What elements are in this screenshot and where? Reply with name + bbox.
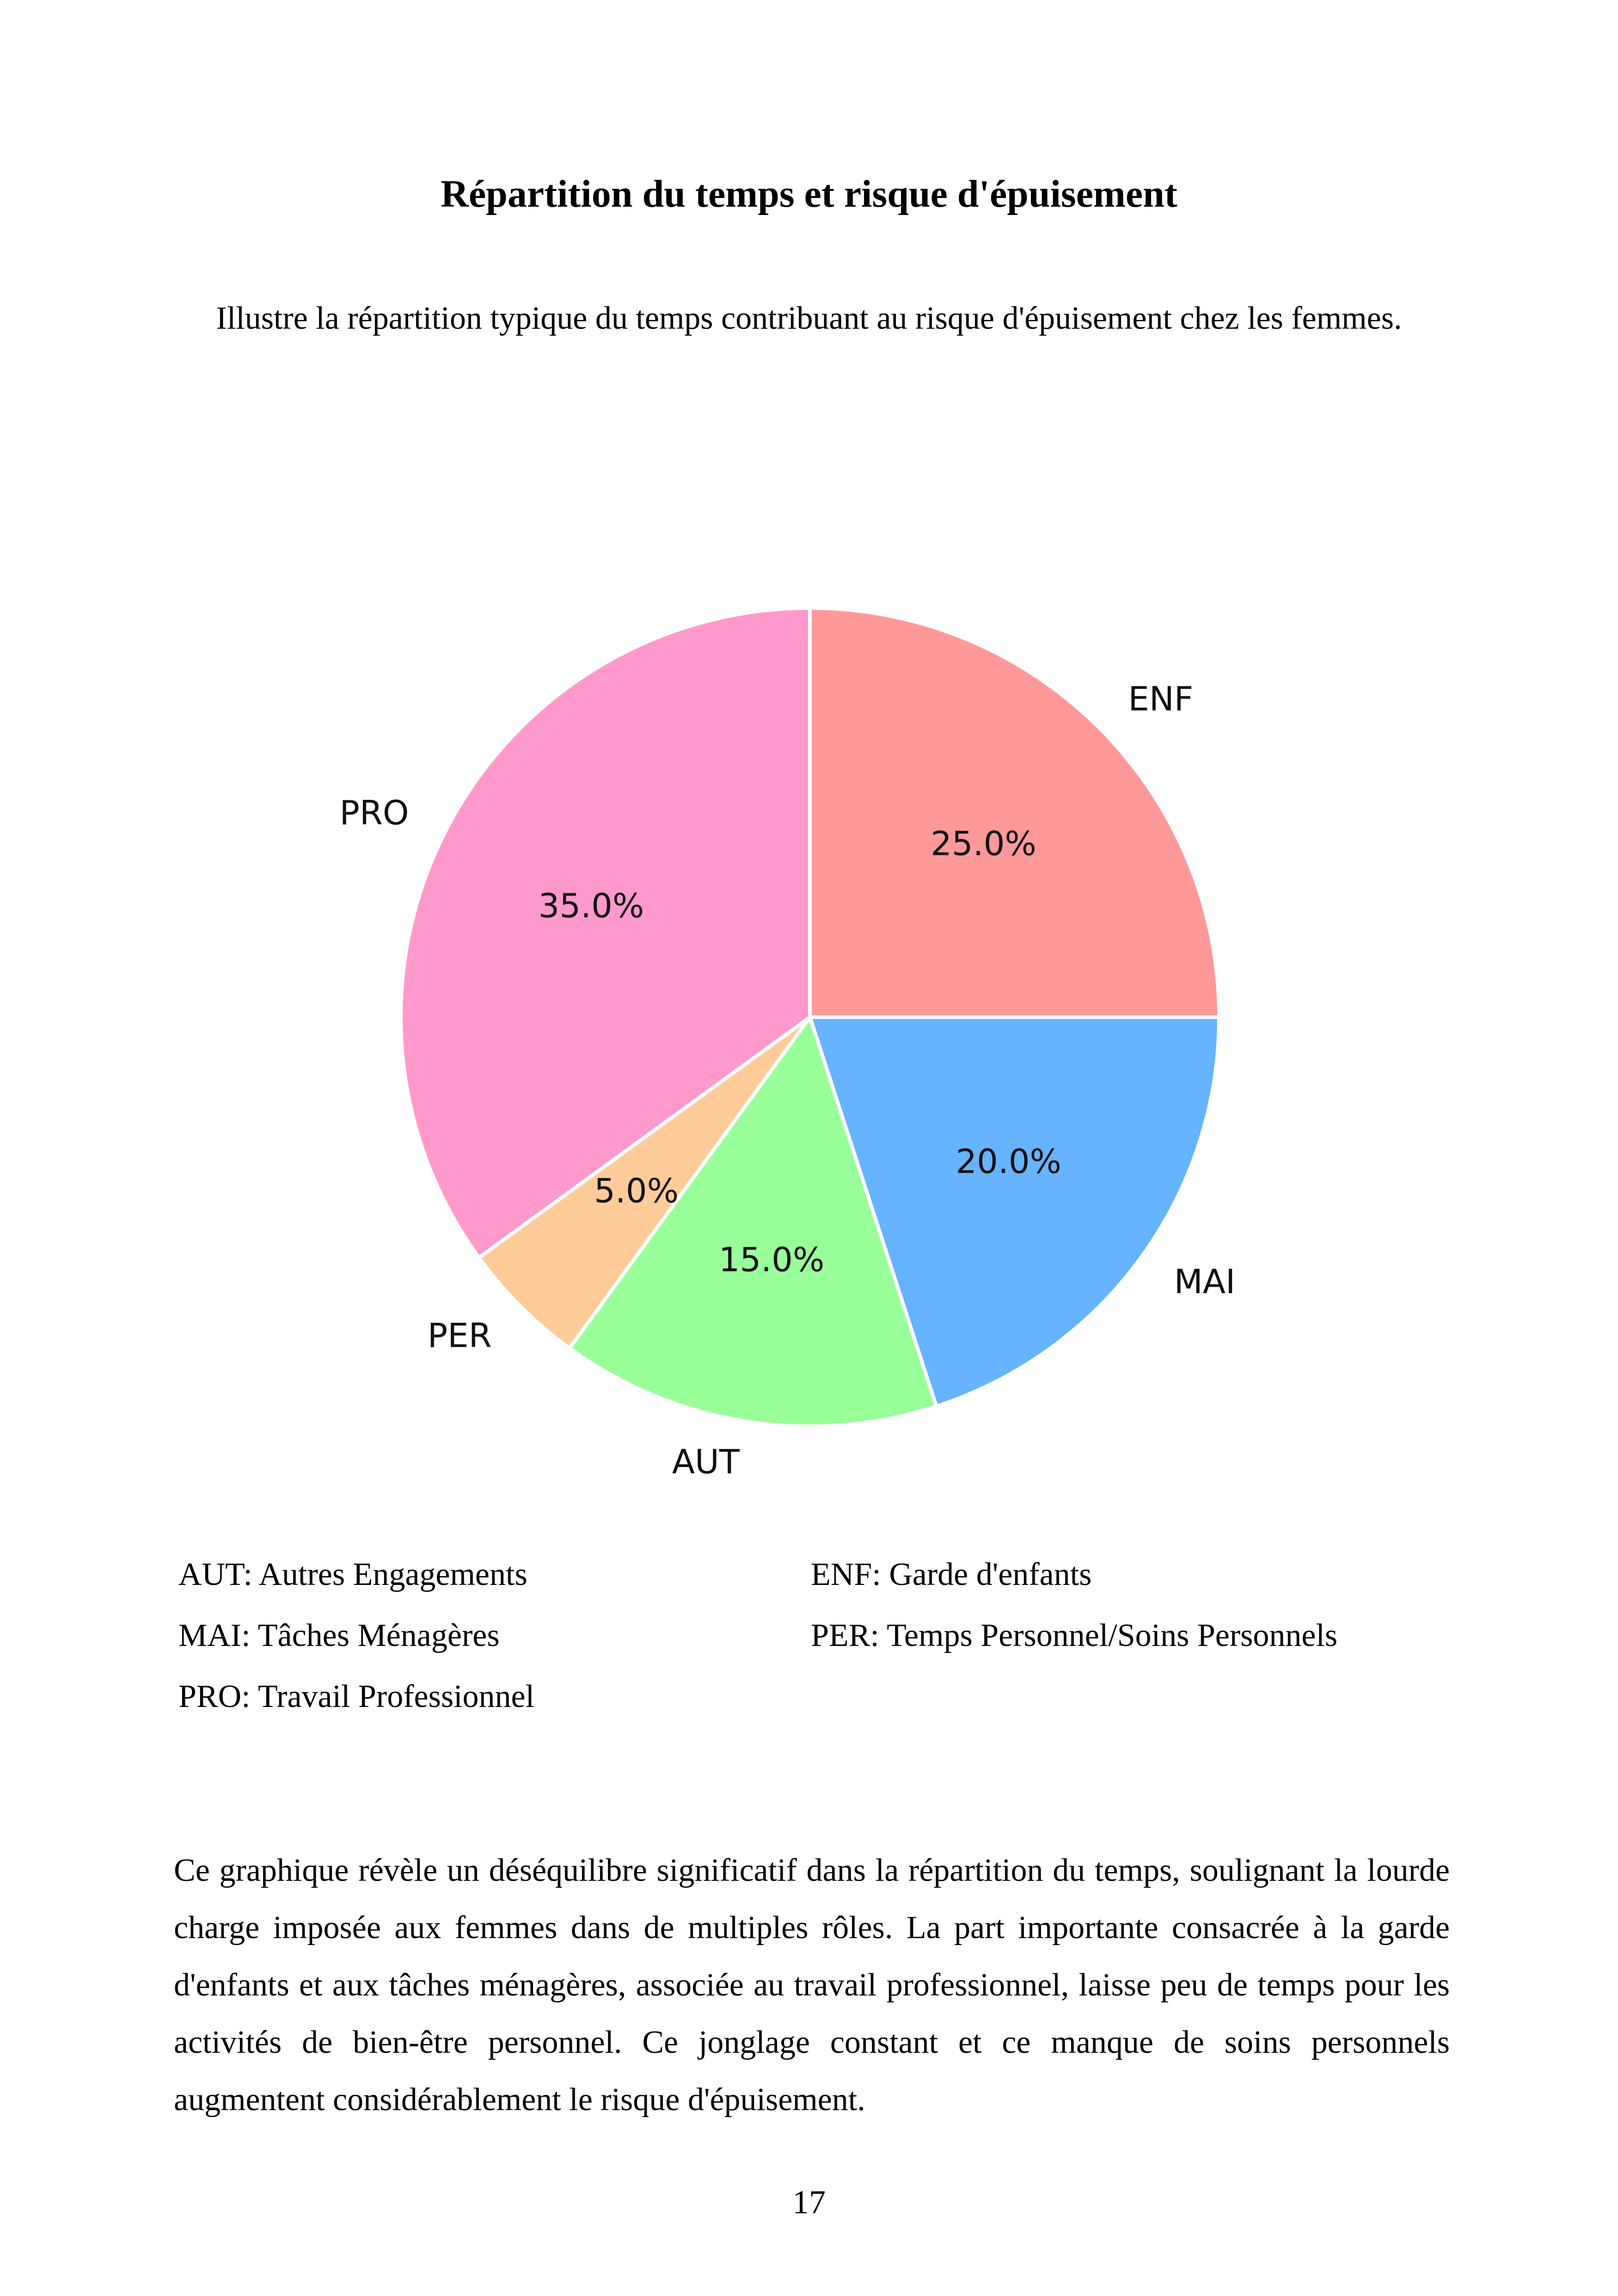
pie-percent-label-enf: 25.0%	[931, 824, 1036, 863]
page-title: Répartition du temps et risque d'épuisement	[441, 172, 1177, 215]
legend-item-mai: MAI: Tâches Ménagères	[178, 1618, 500, 1653]
pie-category-label-enf: ENF	[1128, 679, 1194, 718]
body-paragraph: Ce graphique révèle un déséquilibre significatif dans la répartition du temps, soulignant la lourde charge imposée aux femmes dans de multiples rôles. La part importante consacrée à la garde d'enfants et aux tâches ménagères, associée au travail professionnel, laisse peu de temps pour les activités de bien-être personnel. Ce jonglage constant et ce manque de soins personnels augmentent considérablement le risque d'épuisement.	[174, 1853, 1450, 2118]
pie-category-label-per: PER	[427, 1316, 492, 1355]
pie-category-label-mai: MAI	[1174, 1262, 1236, 1301]
pie-category-label-aut: AUT	[672, 1442, 740, 1481]
pie-percent-label-pro: 35.0%	[538, 886, 644, 925]
pie-percent-label-aut: 15.0%	[718, 1240, 825, 1279]
legend-item-pro: PRO: Travail Professionnel	[178, 1679, 535, 1714]
pie-percent-label-mai: 20.0%	[956, 1142, 1061, 1181]
page-number: 17	[792, 2184, 826, 2221]
legend-item-aut: AUT: Autres Engagements	[178, 1557, 527, 1592]
page-subtitle: Illustre la répartition typique du temps contribuant au risque d'épuisement chez les femmes.	[216, 301, 1402, 336]
pie-category-label-pro: PRO	[339, 793, 409, 833]
legend-item-per: PER: Temps Personnel/Soins Personnels	[811, 1618, 1338, 1653]
pie-slice-enf	[810, 608, 1219, 1017]
pie-percent-label-per: 5.0%	[594, 1171, 679, 1210]
legend-item-enf: ENF: Garde d'enfants	[811, 1557, 1092, 1592]
